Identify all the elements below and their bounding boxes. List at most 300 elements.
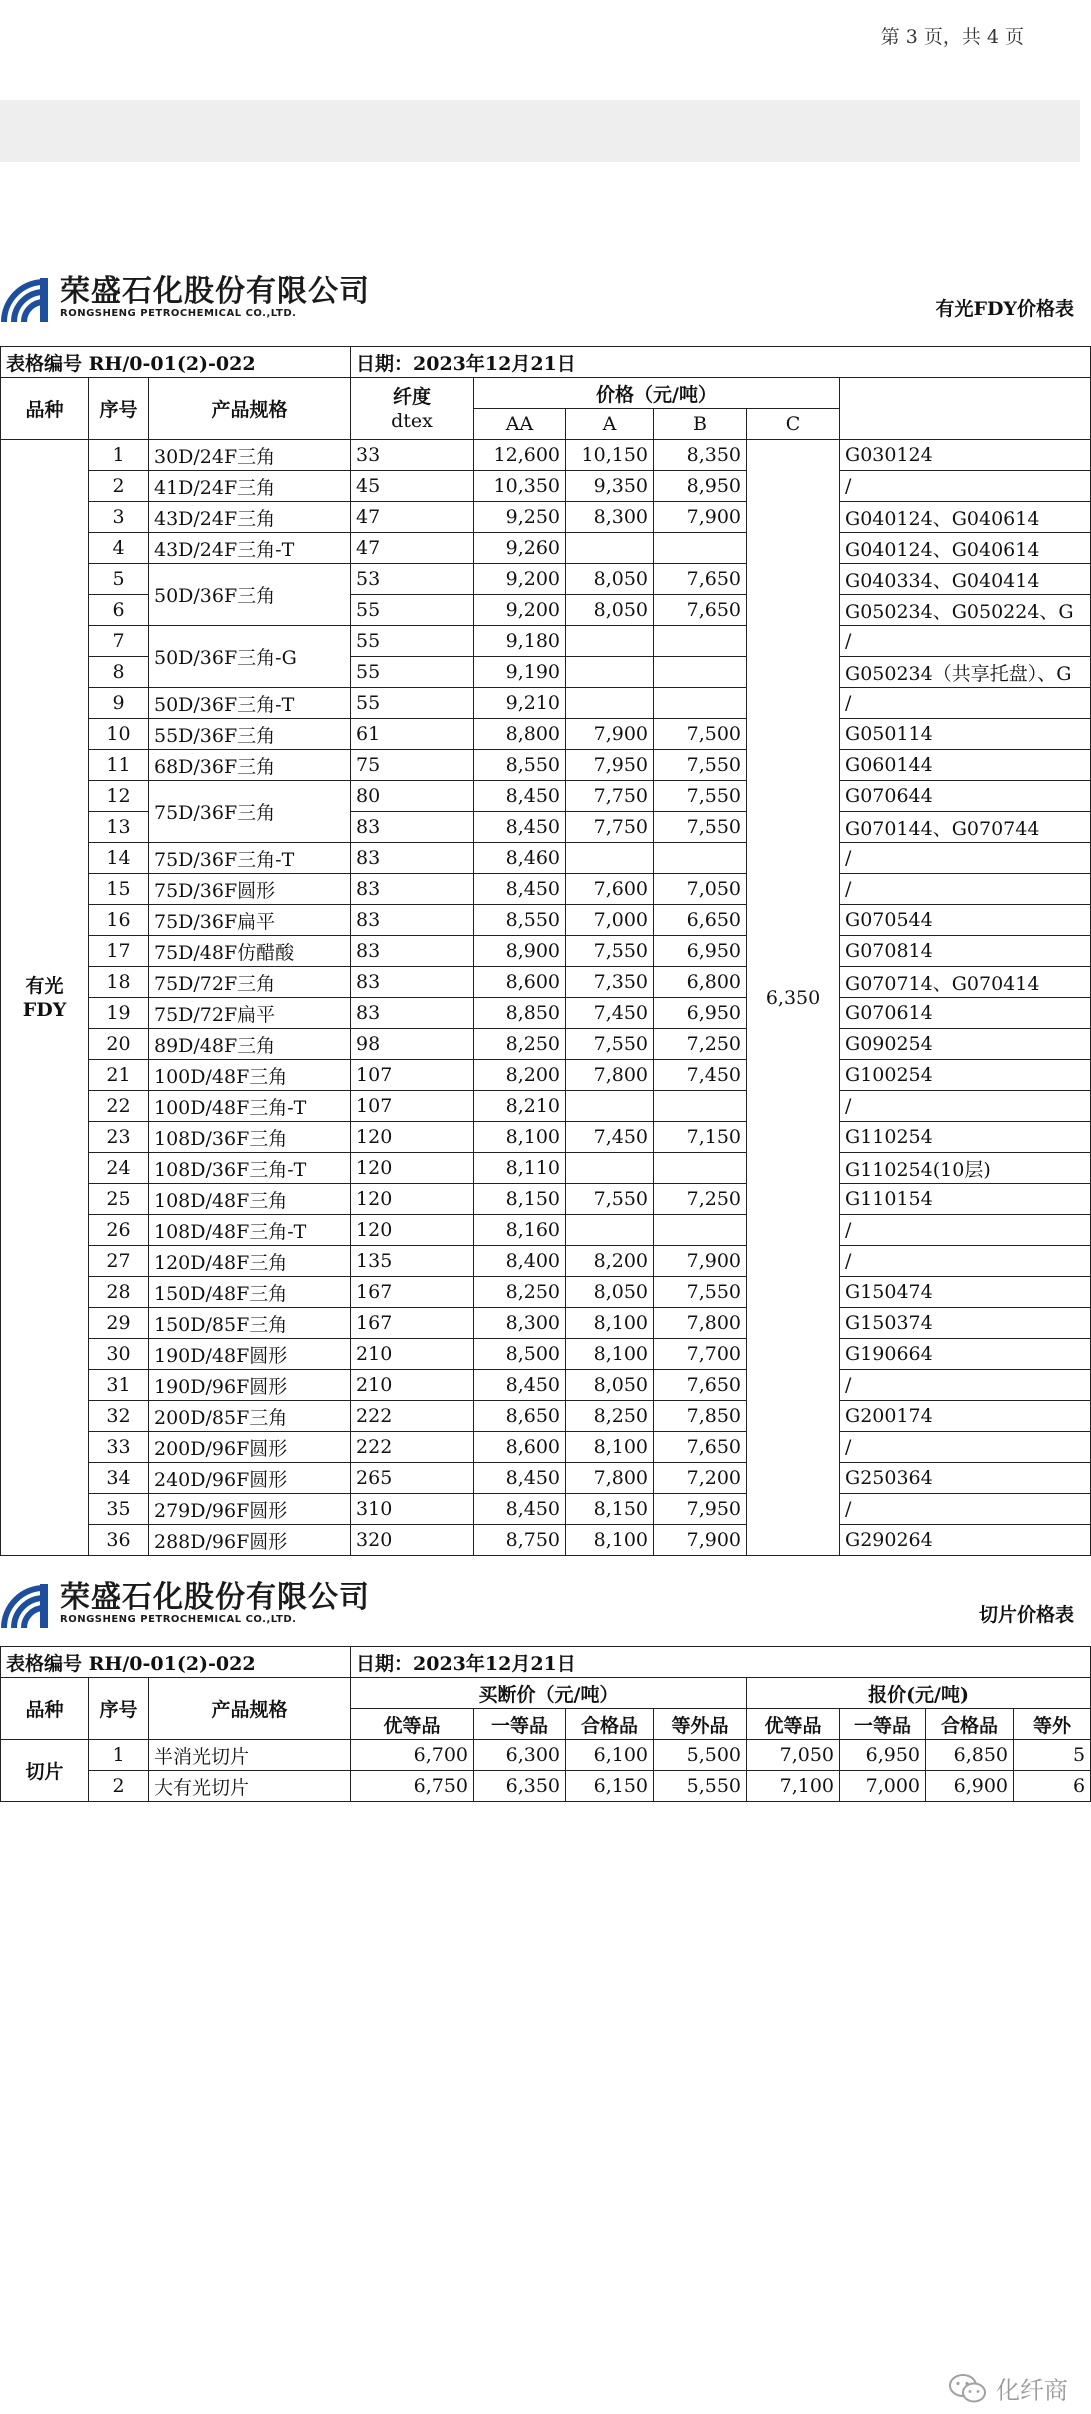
price-q3-cell: 6,850 (926, 1740, 1014, 1771)
price-a-cell: 8,050 (566, 564, 654, 595)
dtex-cell: 83 (351, 967, 474, 998)
price-b-cell: 6,950 (654, 936, 747, 967)
seq-cell: 1 (89, 440, 149, 471)
price-aa-cell: 9,200 (474, 595, 566, 626)
header-buyout: 买断价（元/吨） (351, 1678, 747, 1709)
price-a-cell: 7,550 (566, 1184, 654, 1215)
price-a-cell: 8,050 (566, 1277, 654, 1308)
price-aa-cell: 9,210 (474, 688, 566, 719)
price-q3-cell: 6,900 (926, 1771, 1014, 1802)
seq-cell: 19 (89, 998, 149, 1029)
code-cell: / (840, 471, 1091, 502)
price-a-cell: 8,200 (566, 1246, 654, 1277)
company-name-cn: 荣盛石化股份有限公司 (60, 274, 370, 309)
seq-cell: 25 (89, 1184, 149, 1215)
dtex-cell: 53 (351, 564, 474, 595)
price-a-cell: 8,100 (566, 1432, 654, 1463)
price-q2-cell: 7,000 (840, 1771, 926, 1802)
table-row (1, 502, 1091, 533)
seq-cell: 2 (89, 471, 149, 502)
dtex-cell: 222 (351, 1432, 474, 1463)
fdy-table-title: 有光FDY价格表 (935, 298, 1074, 320)
dtex-cell: 222 (351, 1401, 474, 1432)
price-b-cell: 7,450 (654, 1060, 747, 1091)
table-row (1, 1370, 1091, 1401)
price-aa-cell: 10,350 (474, 471, 566, 502)
code-cell: G050234（共享托盘）、G (840, 657, 1091, 688)
seq-cell: 36 (89, 1525, 149, 1556)
price-b-cell: 7,650 (654, 595, 747, 626)
spec-cell: 100D/48F三角 (149, 1060, 351, 1091)
header-variety: 品种 (1, 378, 89, 440)
price-aa-cell: 8,550 (474, 750, 566, 781)
spec-cell: 120D/48F三角 (149, 1246, 351, 1277)
seq-cell: 32 (89, 1401, 149, 1432)
spec-cell: 30D/24F三角 (149, 440, 351, 471)
seq-cell: 18 (89, 967, 149, 998)
price-q1-cell: 7,100 (747, 1771, 840, 1802)
spec-cell: 150D/48F三角 (149, 1277, 351, 1308)
seq-cell: 3 (89, 502, 149, 533)
dtex-cell: 55 (351, 688, 474, 719)
price-b-cell: 7,900 (654, 502, 747, 533)
spec-cell: 75D/36F三角-T (149, 843, 351, 874)
price-a-cell (566, 1153, 654, 1184)
spec-cell: 200D/96F圆形 (149, 1432, 351, 1463)
price-c-cell: 6,350 (747, 440, 840, 1556)
spec-cell: 半消光切片 (149, 1740, 351, 1771)
spec-cell: 200D/85F三角 (149, 1401, 351, 1432)
price-b-cell (654, 626, 747, 657)
price-aa-cell: 8,900 (474, 936, 566, 967)
chips-table-title: 切片价格表 (978, 1604, 1074, 1626)
code-cell: G110254(10层) (840, 1153, 1091, 1184)
dtex-cell: 61 (351, 719, 474, 750)
price-b-cell (654, 688, 747, 719)
dtex-cell: 120 (351, 1184, 474, 1215)
price-a-cell: 8,100 (566, 1308, 654, 1339)
price-aa-cell: 8,200 (474, 1060, 566, 1091)
price-b-cell: 7,550 (654, 1277, 747, 1308)
price-aa-cell: 8,160 (474, 1215, 566, 1246)
seq-cell: 12 (89, 781, 149, 812)
code-cell: G050114 (840, 719, 1091, 750)
spec-cell: 75D/36F圆形 (149, 874, 351, 905)
seq-cell: 27 (89, 1246, 149, 1277)
price-a-cell: 7,750 (566, 781, 654, 812)
table-row (1, 1401, 1091, 1432)
table-row (1, 1215, 1091, 1246)
table-date: 日期：2023年12月21日 (351, 347, 1091, 378)
code-cell: G110254 (840, 1122, 1091, 1153)
spec-cell: 108D/36F三角-T (149, 1153, 351, 1184)
price-q1-cell: 7,050 (747, 1740, 840, 1771)
table-row (1, 1339, 1091, 1370)
code-cell: G150374 (840, 1308, 1091, 1339)
price-a-cell: 7,900 (566, 719, 654, 750)
table-row (1, 1246, 1091, 1277)
price-a-cell: 8,050 (566, 1370, 654, 1401)
table-row (1, 1122, 1091, 1153)
price-a-cell: 7,800 (566, 1060, 654, 1091)
table-row (1, 843, 1091, 874)
price-b4-cell: 5,550 (654, 1771, 747, 1802)
price-q4-cell: 5 (1014, 1740, 1091, 1771)
seq-cell: 30 (89, 1339, 149, 1370)
price-b-cell: 7,200 (654, 1463, 747, 1494)
header-grade-3: 合格品 (566, 1709, 654, 1740)
header-seq: 序号 (89, 378, 149, 440)
price-a-cell: 8,100 (566, 1525, 654, 1556)
table-row (1, 471, 1091, 502)
dtex-cell: 83 (351, 905, 474, 936)
seq-cell: 31 (89, 1370, 149, 1401)
code-cell: / (840, 688, 1091, 719)
seq-cell: 6 (89, 595, 149, 626)
code-cell: / (840, 1494, 1091, 1525)
spec-cell: 50D/36F三角 (149, 564, 351, 626)
table-row (1, 440, 1091, 471)
spec-cell: 75D/36F三角 (149, 781, 351, 843)
price-aa-cell: 8,210 (474, 1091, 566, 1122)
code-cell: / (840, 874, 1091, 905)
price-a-cell (566, 1215, 654, 1246)
price-aa-cell: 8,600 (474, 1432, 566, 1463)
table-row (1, 719, 1091, 750)
watermark-text: 化纤商 (996, 2376, 1068, 2405)
price-a-cell: 8,250 (566, 1401, 654, 1432)
dtex-cell: 83 (351, 936, 474, 967)
price-b3-cell: 6,150 (566, 1771, 654, 1802)
spec-cell: 75D/36F扁平 (149, 905, 351, 936)
dtex-cell: 45 (351, 471, 474, 502)
header-grade-4: 等外品 (654, 1709, 747, 1740)
seq-cell: 28 (89, 1277, 149, 1308)
dtex-cell: 120 (351, 1153, 474, 1184)
table-row (1, 1060, 1091, 1091)
code-cell: G070544 (840, 905, 1091, 936)
price-a-cell: 8,150 (566, 1494, 654, 1525)
price-aa-cell: 9,250 (474, 502, 566, 533)
table-row (1, 936, 1091, 967)
table-row (1, 1494, 1091, 1525)
table-row (1, 1463, 1091, 1494)
price-aa-cell: 8,450 (474, 874, 566, 905)
table-row (1, 1091, 1091, 1122)
code-cell: / (840, 1091, 1091, 1122)
price-b-cell: 7,650 (654, 564, 747, 595)
seq-cell: 16 (89, 905, 149, 936)
code-cell: G070614 (840, 998, 1091, 1029)
seq-cell: 8 (89, 657, 149, 688)
price-b-cell (654, 657, 747, 688)
price-aa-cell: 8,110 (474, 1153, 566, 1184)
price-b-cell: 8,350 (654, 440, 747, 471)
price-b-cell: 7,800 (654, 1308, 747, 1339)
dtex-cell: 55 (351, 595, 474, 626)
spec-cell: 43D/24F三角-T (149, 533, 351, 564)
code-cell: G070144、G070744 (840, 812, 1091, 843)
spec-cell: 50D/36F三角-T (149, 688, 351, 719)
table-row (1, 905, 1091, 936)
header-dtex (351, 378, 474, 440)
header-price: 价格（元/吨） (474, 378, 840, 409)
table-row (1, 1308, 1091, 1339)
header-c: C (747, 409, 840, 440)
fdy-price-table (0, 346, 1091, 1556)
rongsheng-logo-icon (0, 1578, 52, 1630)
code-cell: G030124 (840, 440, 1091, 471)
price-b-cell (654, 843, 747, 874)
code-cell: / (840, 626, 1091, 657)
price-b3-cell: 6,100 (566, 1740, 654, 1771)
page-number: 第 3 页，共 4 页 (880, 26, 1024, 48)
table-row (1, 1029, 1091, 1060)
wechat-icon (948, 2372, 988, 2404)
seq-cell: 21 (89, 1060, 149, 1091)
table-row (1, 874, 1091, 905)
dtex-cell: 80 (351, 781, 474, 812)
dtex-cell: 107 (351, 1060, 474, 1091)
price-b-cell (654, 1215, 747, 1246)
table-row (1, 626, 1091, 657)
price-a-cell (566, 688, 654, 719)
price-aa-cell: 9,200 (474, 564, 566, 595)
seq-cell: 10 (89, 719, 149, 750)
price-a-cell: 8,300 (566, 502, 654, 533)
code-cell: / (840, 843, 1091, 874)
price-aa-cell: 8,250 (474, 1277, 566, 1308)
price-a-cell: 8,100 (566, 1339, 654, 1370)
spec-cell: 50D/36F三角-G (149, 626, 351, 688)
table-row (1, 967, 1091, 998)
price-a-cell: 7,450 (566, 998, 654, 1029)
table-row (1, 998, 1091, 1029)
seq-cell: 26 (89, 1215, 149, 1246)
price-aa-cell: 8,850 (474, 998, 566, 1029)
price-b-cell: 7,900 (654, 1525, 747, 1556)
price-b1-cell: 6,750 (351, 1771, 474, 1802)
seq-cell: 2 (89, 1771, 149, 1802)
table-row (1, 533, 1091, 564)
price-a-cell (566, 657, 654, 688)
price-aa-cell: 8,550 (474, 905, 566, 936)
price-a-cell: 7,000 (566, 905, 654, 936)
price-aa-cell: 8,450 (474, 781, 566, 812)
price-aa-cell: 8,400 (474, 1246, 566, 1277)
price-a-cell (566, 1091, 654, 1122)
price-b2-cell: 6,350 (474, 1771, 566, 1802)
price-q4-cell: 6 (1014, 1771, 1091, 1802)
seq-cell: 9 (89, 688, 149, 719)
table-row (1, 1525, 1091, 1556)
price-b-cell: 7,550 (654, 812, 747, 843)
seq-cell: 17 (89, 936, 149, 967)
code-cell: G150474 (840, 1277, 1091, 1308)
seq-cell: 24 (89, 1153, 149, 1184)
wechat-watermark (948, 2371, 1068, 2406)
dtex-cell: 83 (351, 812, 474, 843)
dtex-cell: 55 (351, 626, 474, 657)
dtex-cell: 265 (351, 1463, 474, 1494)
header-variety: 品种 (1, 1678, 89, 1740)
dtex-cell: 310 (351, 1494, 474, 1525)
table-row (1, 1432, 1091, 1463)
header-seq: 序号 (89, 1678, 149, 1740)
price-b-cell: 7,950 (654, 1494, 747, 1525)
spec-cell: 190D/96F圆形 (149, 1370, 351, 1401)
price-b-cell: 7,250 (654, 1029, 747, 1060)
price-b1-cell: 6,700 (351, 1740, 474, 1771)
spec-cell: 55D/36F三角 (149, 719, 351, 750)
price-b-cell (654, 1153, 747, 1184)
form-number: 表格编号 RH/0-01(2)-022 (1, 347, 351, 378)
spec-cell: 41D/24F三角 (149, 471, 351, 502)
spec-cell: 89D/48F三角 (149, 1029, 351, 1060)
price-a-cell: 10,150 (566, 440, 654, 471)
header-quote-grade-2: 一等品 (840, 1709, 926, 1740)
price-a-cell: 7,450 (566, 1122, 654, 1153)
code-cell: G070814 (840, 936, 1091, 967)
dtex-cell: 83 (351, 843, 474, 874)
seq-cell: 11 (89, 750, 149, 781)
price-b-cell: 7,550 (654, 750, 747, 781)
header-code (840, 378, 1091, 440)
header-quote-grade-4: 等外 (1014, 1709, 1091, 1740)
price-a-cell: 8,050 (566, 595, 654, 626)
spec-cell: 108D/48F三角 (149, 1184, 351, 1215)
table-row (1, 564, 1091, 595)
price-aa-cell: 8,450 (474, 812, 566, 843)
price-aa-cell: 8,450 (474, 1463, 566, 1494)
seq-cell: 23 (89, 1122, 149, 1153)
price-aa-cell: 8,750 (474, 1525, 566, 1556)
dtex-cell: 33 (351, 440, 474, 471)
table-row (1, 781, 1091, 812)
header-grade-2: 一等品 (474, 1709, 566, 1740)
code-cell: G060144 (840, 750, 1091, 781)
seq-cell: 14 (89, 843, 149, 874)
spec-cell: 大有光切片 (149, 1771, 351, 1802)
price-b-cell: 6,800 (654, 967, 747, 998)
code-cell: G070714、G070414 (840, 967, 1091, 998)
spec-cell: 108D/48F三角-T (149, 1215, 351, 1246)
table-row (1, 1771, 1091, 1802)
header-a: A (566, 409, 654, 440)
dtex-cell: 75 (351, 750, 474, 781)
price-aa-cell: 8,600 (474, 967, 566, 998)
variety-cell: 切片 (1, 1740, 89, 1802)
variety-cell: 有光FDY (1, 440, 89, 1556)
price-aa-cell: 8,800 (474, 719, 566, 750)
price-a-cell: 7,350 (566, 967, 654, 998)
chips-price-table (0, 1646, 1091, 1802)
seq-cell: 20 (89, 1029, 149, 1060)
price-a-cell: 9,350 (566, 471, 654, 502)
dtex-cell: 320 (351, 1525, 474, 1556)
price-b-cell: 7,250 (654, 1184, 747, 1215)
header-spec: 产品规格 (149, 1678, 351, 1740)
dtex-cell: 135 (351, 1246, 474, 1277)
seq-cell: 34 (89, 1463, 149, 1494)
seq-cell: 4 (89, 533, 149, 564)
price-aa-cell: 12,600 (474, 440, 566, 471)
seq-cell: 5 (89, 564, 149, 595)
code-cell: G050234、G050224、G (840, 595, 1091, 626)
header-spec: 产品规格 (149, 378, 351, 440)
seq-cell: 33 (89, 1432, 149, 1463)
seq-cell: 7 (89, 626, 149, 657)
price-b-cell: 6,650 (654, 905, 747, 936)
dtex-cell: 107 (351, 1091, 474, 1122)
code-cell: G290264 (840, 1525, 1091, 1556)
price-aa-cell: 9,190 (474, 657, 566, 688)
price-aa-cell: 9,260 (474, 533, 566, 564)
code-cell: G070644 (840, 781, 1091, 812)
spec-cell: 150D/85F三角 (149, 1308, 351, 1339)
seq-cell: 29 (89, 1308, 149, 1339)
price-aa-cell: 8,650 (474, 1401, 566, 1432)
header-dtex-unit: dtex (391, 409, 433, 432)
company-name-cn: 荣盛石化股份有限公司 (60, 1580, 370, 1615)
price-a-cell: 7,550 (566, 936, 654, 967)
spec-cell: 190D/48F圆形 (149, 1339, 351, 1370)
code-cell: / (840, 1246, 1091, 1277)
seq-cell: 13 (89, 812, 149, 843)
price-b-cell (654, 1091, 747, 1122)
price-a-cell (566, 843, 654, 874)
price-b-cell: 7,550 (654, 781, 747, 812)
code-cell: / (840, 1370, 1091, 1401)
dtex-cell: 120 (351, 1122, 474, 1153)
price-aa-cell: 8,450 (474, 1494, 566, 1525)
rongsheng-logo-icon (0, 272, 52, 324)
header-b: B (654, 409, 747, 440)
price-b2-cell: 6,300 (474, 1740, 566, 1771)
header-dtex-cn: 纤度 (393, 385, 432, 408)
price-a-cell: 7,550 (566, 1029, 654, 1060)
code-cell: G190664 (840, 1339, 1091, 1370)
form-number: 表格编号 RH/0-01(2)-022 (1, 1647, 351, 1678)
table-row (1, 1277, 1091, 1308)
code-cell: G040334、G040414 (840, 564, 1091, 595)
header-grade-1: 优等品 (351, 1709, 474, 1740)
price-b-cell: 8,950 (654, 471, 747, 502)
spec-cell: 288D/96F圆形 (149, 1525, 351, 1556)
price-b-cell: 7,650 (654, 1432, 747, 1463)
spec-cell: 75D/72F扁平 (149, 998, 351, 1029)
dtex-cell: 47 (351, 533, 474, 564)
price-a-cell (566, 533, 654, 564)
price-a-cell: 7,750 (566, 812, 654, 843)
code-cell: G090254 (840, 1029, 1091, 1060)
code-cell: G250364 (840, 1463, 1091, 1494)
header-aa: AA (474, 409, 566, 440)
price-aa-cell: 9,180 (474, 626, 566, 657)
dtex-cell: 120 (351, 1215, 474, 1246)
table-row (1, 1740, 1091, 1771)
code-cell: G040124、G040614 (840, 502, 1091, 533)
spec-cell: 108D/36F三角 (149, 1122, 351, 1153)
table-date: 日期：2023年12月21日 (351, 1647, 1091, 1678)
dtex-cell: 210 (351, 1370, 474, 1401)
price-a-cell (566, 626, 654, 657)
spec-cell: 43D/24F三角 (149, 502, 351, 533)
code-cell: G100254 (840, 1060, 1091, 1091)
price-aa-cell: 8,150 (474, 1184, 566, 1215)
price-a-cell: 7,600 (566, 874, 654, 905)
code-cell: G200174 (840, 1401, 1091, 1432)
